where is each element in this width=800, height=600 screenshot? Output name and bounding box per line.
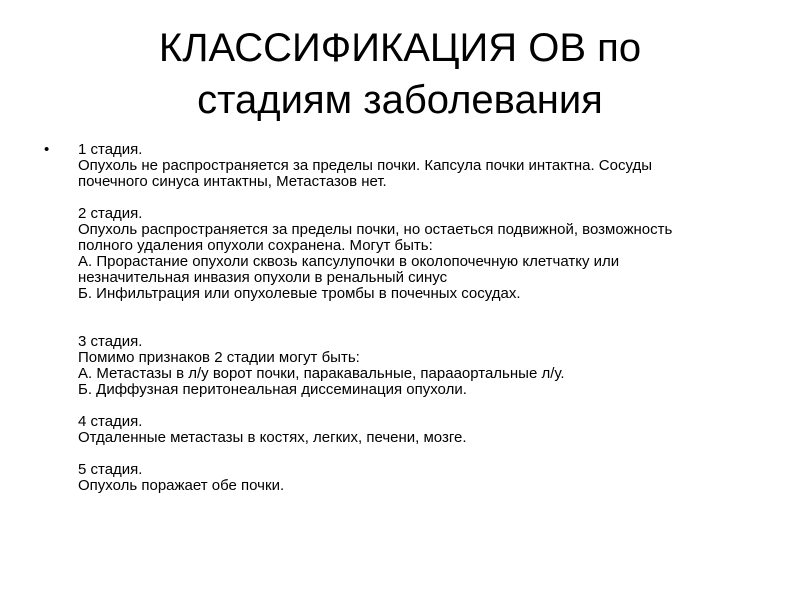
stage-heading: 4 стадия. [78,413,143,430]
stage-line: полного удаления опухоли сохранена. Могут быть: [78,237,433,254]
title-line-2: стадиям заболевания [197,78,603,122]
stage-line: Б. Инфильтрация или опухолевые тромбы в почечных сосудах. [78,285,521,302]
stage-line: Опухоль распространяется за пределы почки, но остаеться подвижной, возможность [78,221,673,238]
stage-line: А. Метастазы в л/у ворот почки, паракавальные, парааортальные л/у. [78,365,565,382]
title-line-1: КЛАССИФИКАЦИЯ ОВ по [158,26,642,70]
bullet-content [78,142,758,494]
stage-line: Отдаленные метастазы в костях, легких, печени, мозге. [78,429,467,446]
stage-line: Опухоль не распространяется за пределы почки. Капсула почки интактна. Сосуды [78,157,653,174]
stage-1 [78,142,758,190]
slide-title [0,22,800,126]
stage-line: Б. Диффузная перитонеальная диссеминация опухоли. [78,381,467,398]
stage-line: А. Прорастание опухоли сквозь капсулупочки в околопочечную клетчатку или [78,253,620,270]
stage-line: незначительная инвазия опухоли в ренальный синус [78,269,448,286]
spacer [78,190,758,206]
stage-heading: 2 стадия. [78,205,143,222]
stage-line: почечного синуса интактны, Метастазов нет. [78,173,387,190]
stage-heading: 1 стадия. [78,141,143,158]
spacer [78,398,758,414]
spacer [78,446,758,462]
stage-2 [78,206,758,302]
stage-heading: 3 стадия. [78,333,143,350]
stage-4 [78,414,758,446]
stage-line: Помимо признаков 2 стадии могут быть: [78,349,360,366]
stage-5 [78,462,758,494]
stage-3 [78,334,758,398]
bullet-marker: • [44,141,50,158]
spacer [78,302,758,334]
stage-heading: 5 стадия. [78,461,143,478]
stage-line: Опухоль поражает обе почки. [78,477,285,494]
